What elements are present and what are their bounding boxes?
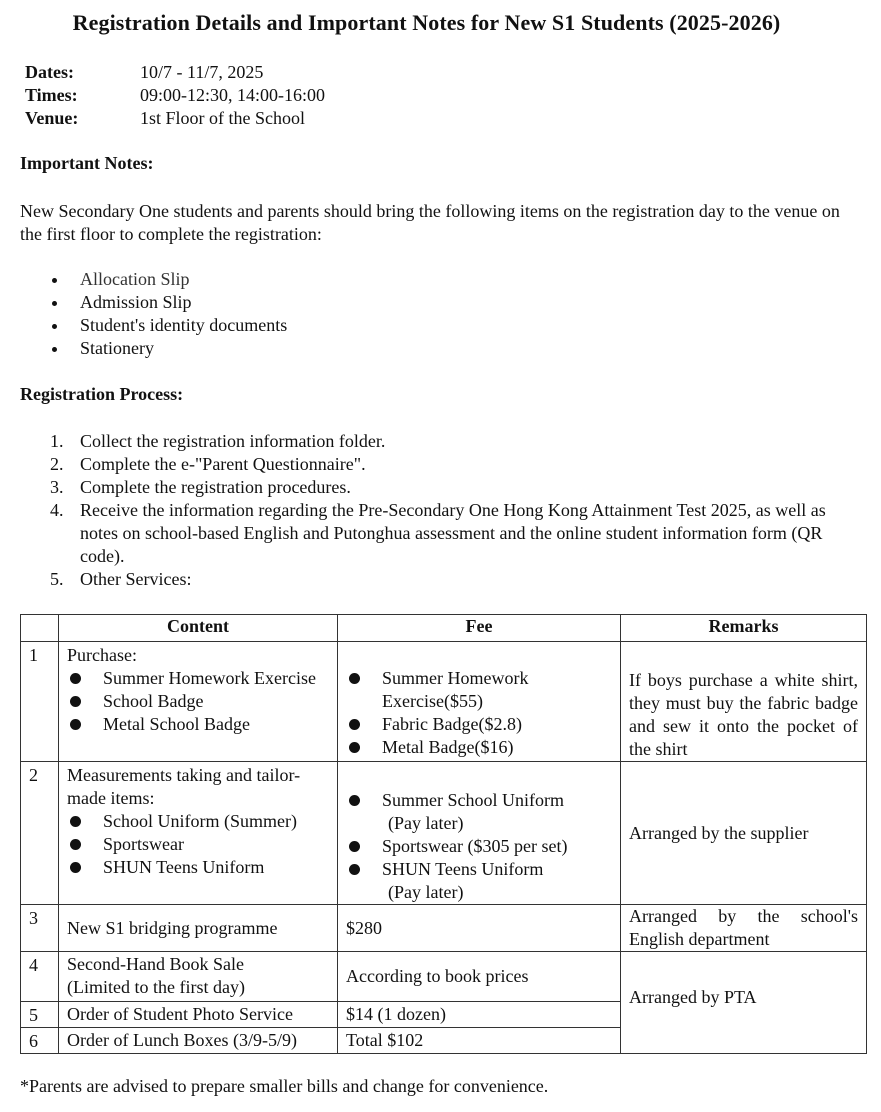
info-label: Dates:	[25, 62, 74, 82]
step-text: Complete the registration procedures.	[80, 477, 351, 497]
list-item: SHUN Teens Uniform	[67, 856, 329, 879]
list-item: Summer Homework Exercise	[67, 667, 329, 690]
fee-list	[346, 789, 612, 904]
row-number: 3	[21, 905, 59, 952]
step-text: Other Services:	[80, 569, 192, 589]
fee-item-text: Summer School Uniform	[382, 790, 564, 810]
table-row	[21, 905, 867, 952]
content-line: (Limited to the first day)	[67, 977, 245, 997]
services-fee-table	[20, 614, 867, 1054]
fee-item-note: (Pay later)	[388, 882, 464, 902]
fee-cell	[338, 762, 621, 905]
list-item	[45, 430, 845, 453]
step-number: 1.	[50, 431, 64, 451]
list-item: Fabric Badge($2.8)	[346, 713, 612, 736]
info-value: 10/7 - 11/7, 2025	[140, 62, 264, 82]
required-items-list	[50, 268, 287, 360]
content-cell	[59, 952, 338, 1002]
info-label: Times:	[25, 85, 78, 105]
info-value: 1st Floor of the School	[140, 108, 305, 128]
page-title: Registration Details and Important Notes for New S1 Students (2025-2026)	[72, 10, 781, 35]
step-text: Collect the registration information folder.	[80, 431, 386, 451]
remarks-cell: Arranged by the supplier	[621, 762, 867, 905]
info-row-dates	[25, 61, 325, 84]
list-item: Metal Badge($16)	[346, 736, 612, 759]
list-item: Metal School Badge	[67, 713, 329, 736]
content-list	[67, 810, 329, 879]
list-item: Summer Homework Exercise($55)	[346, 667, 612, 713]
table-header-row	[21, 615, 867, 642]
step-number: 5.	[50, 569, 64, 589]
list-item	[346, 789, 612, 835]
registration-process-heading: Registration Process:	[20, 384, 184, 404]
step-text: Receive the information regarding the Pre-Secondary One Hong Kong Attainment Test 2025, as well as notes on school-based English and Putonghua assessment and the online student information form (QR code).	[80, 500, 826, 566]
content-list	[67, 667, 329, 736]
step-text: Complete the e-"Parent Questionnaire".	[80, 454, 366, 474]
row-number: 6	[21, 1028, 59, 1054]
fee-cell: $14 (1 dozen)	[338, 1002, 621, 1028]
registration-info	[25, 61, 325, 130]
remarks-cell: If boys purchase a white shirt, they must buy the fabric badge and sew it onto the pocket of the shirt	[621, 642, 867, 762]
table-row	[21, 952, 867, 1002]
step-number: 2.	[50, 454, 64, 474]
fee-cell: According to book prices	[338, 952, 621, 1002]
list-item: Student's identity documents	[50, 314, 287, 337]
content-cell: Order of Student Photo Service	[59, 1002, 338, 1028]
footnote: *Parents are advised to prepare smaller bills and change for convenience.	[20, 1076, 549, 1096]
list-item: Stationery	[50, 337, 287, 360]
content-cell: Order of Lunch Boxes (3/9-5/9)	[59, 1028, 338, 1054]
list-item: Sportswear ($305 per set)	[346, 835, 612, 858]
step-number: 4.	[50, 500, 64, 520]
table-header-remarks: Remarks	[621, 615, 867, 642]
fee-cell: Total $102	[338, 1028, 621, 1054]
content-title: Measurements taking and tailor-made items:	[67, 765, 301, 808]
list-item: Allocation Slip	[50, 268, 287, 291]
table-row	[21, 762, 867, 905]
list-item: Sportswear	[67, 833, 329, 856]
list-item	[45, 453, 845, 476]
fee-cell	[338, 642, 621, 762]
important-notes-heading: Important Notes:	[20, 153, 154, 173]
info-row-times	[25, 84, 325, 107]
fee-item-text: SHUN Teens Uniform	[382, 859, 544, 879]
info-row-venue	[25, 107, 325, 130]
content-cell	[59, 642, 338, 762]
info-value: 09:00-12:30, 14:00-16:00	[140, 85, 325, 105]
table-header-index	[21, 615, 59, 642]
intro-paragraph: New Secondary One students and parents should bring the following items on the registration day to the venue on the first floor to complete the registration:	[20, 201, 840, 244]
row-number: 2	[21, 762, 59, 905]
table-header-fee: Fee	[338, 615, 621, 642]
remarks-cell: Arranged by the school's English department	[621, 905, 867, 952]
info-label: Venue:	[25, 108, 79, 128]
list-item	[45, 499, 845, 568]
content-line: Second-Hand Book Sale	[67, 954, 244, 974]
list-item	[45, 568, 845, 591]
list-item: Admission Slip	[50, 291, 287, 314]
table-header-content: Content	[59, 615, 338, 642]
content-cell	[59, 762, 338, 905]
remarks-cell: Arranged by PTA	[621, 952, 867, 1054]
list-item: School Uniform (Summer)	[67, 810, 329, 833]
content-cell: New S1 bridging programme	[59, 905, 338, 952]
list-item	[346, 858, 612, 904]
row-number: 4	[21, 952, 59, 1002]
fee-item-note: (Pay later)	[388, 813, 464, 833]
row-number: 1	[21, 642, 59, 762]
process-steps-list	[45, 430, 845, 591]
content-title: Purchase:	[67, 645, 137, 665]
list-item: School Badge	[67, 690, 329, 713]
fee-cell: $280	[338, 905, 621, 952]
fee-list	[346, 667, 612, 759]
table-row	[21, 642, 867, 762]
row-number: 5	[21, 1002, 59, 1028]
list-item	[45, 476, 845, 499]
step-number: 3.	[50, 477, 64, 497]
